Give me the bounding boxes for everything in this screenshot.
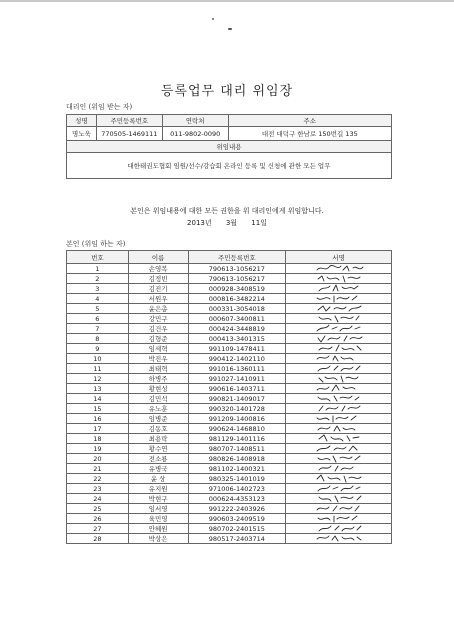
row-signature xyxy=(286,444,392,454)
table-row xyxy=(67,284,392,294)
row-id-number: 790613-1056217 xyxy=(188,274,286,284)
row-number: 22 xyxy=(67,474,129,484)
agent-address: 대전 대덕구 한남로 150번길 135 xyxy=(228,127,391,141)
row-id-number: 980517-2403714 xyxy=(188,534,286,544)
handwritten-signature xyxy=(308,394,370,403)
handwritten-signature xyxy=(308,374,370,383)
scan-edge xyxy=(0,0,454,2)
handwritten-signature xyxy=(308,354,370,363)
agent-id: 770505-1469111 xyxy=(96,127,162,141)
delegation-statement: 본인은 위임내용에 대한 모든 권한을 위 대리인에게 위임합니다. xyxy=(130,207,324,215)
row-number: 21 xyxy=(67,464,129,474)
row-signature xyxy=(286,424,392,434)
row-number: 13 xyxy=(67,384,129,394)
row-number: 5 xyxy=(67,304,129,314)
row-name: 최용락 xyxy=(128,434,188,444)
row-number: 11 xyxy=(67,364,129,374)
row-id-number: 991027-1410911 xyxy=(188,374,286,384)
handwritten-signature xyxy=(308,404,370,413)
header-address: 주소 xyxy=(228,115,391,127)
handwritten-signature xyxy=(308,274,370,283)
handwritten-signature xyxy=(308,314,370,323)
row-number: 15 xyxy=(67,404,129,414)
row-id-number: 991016-1360111 xyxy=(188,364,286,374)
row-signature xyxy=(286,524,392,534)
row-signature xyxy=(286,484,392,494)
row-name: 안혜원 xyxy=(128,524,188,534)
row-number: 9 xyxy=(67,344,129,354)
row-name: 유병국 xyxy=(128,464,188,474)
handwritten-signature xyxy=(308,324,370,333)
row-name: 유노훈 xyxy=(128,404,188,414)
handwritten-signature xyxy=(308,514,370,523)
scan-speck xyxy=(228,28,232,30)
handwritten-signature xyxy=(308,424,370,433)
table-row xyxy=(67,364,392,374)
table-row xyxy=(67,354,392,364)
row-name: 손영복 xyxy=(128,264,188,274)
table-row xyxy=(67,404,392,414)
row-name: 임서영 xyxy=(128,504,188,514)
row-number: 4 xyxy=(67,294,129,304)
row-number: 16 xyxy=(67,414,129,424)
table-row xyxy=(67,454,392,464)
row-id-number: 981102-1400321 xyxy=(188,464,286,474)
row-number: 24 xyxy=(67,494,129,504)
handwritten-signature xyxy=(308,264,370,273)
table-row xyxy=(67,464,392,474)
row-id-number: 000624-4353123 xyxy=(188,494,286,504)
document-title: 등록업무 대리 위임장 xyxy=(160,84,294,99)
row-id-number: 990616-1403711 xyxy=(188,384,286,394)
delegator-table xyxy=(66,250,392,544)
table-row xyxy=(67,324,392,334)
row-signature xyxy=(286,284,392,294)
row-id-number: 990320-1401728 xyxy=(188,404,286,414)
row-name: 김동호 xyxy=(128,424,188,434)
table-row xyxy=(67,304,392,314)
table-row xyxy=(67,534,392,544)
delegator-section-label: 본인 (위임 하는 자) xyxy=(66,240,126,248)
row-signature xyxy=(286,504,392,514)
row-number: 27 xyxy=(67,524,129,534)
table-row xyxy=(67,484,392,494)
row-name: 유지원 xyxy=(128,484,188,494)
date-day: 11일 xyxy=(251,219,267,227)
row-name: 전소룡 xyxy=(128,454,188,464)
row-id-number: 990603-2409519 xyxy=(188,514,286,524)
row-id-number: 980702-2401515 xyxy=(188,524,286,534)
table-row xyxy=(67,334,392,344)
row-id-number: 000331-3054018 xyxy=(188,304,286,314)
handwritten-signature xyxy=(308,534,370,543)
delegator-table-header xyxy=(67,251,392,264)
handwritten-signature xyxy=(308,464,370,473)
row-number: 18 xyxy=(67,434,129,444)
table-row xyxy=(67,444,392,454)
row-signature xyxy=(286,344,392,354)
row-name: 김진기 xyxy=(128,284,188,294)
row-id-number: 971006-1402723 xyxy=(188,484,286,494)
agent-name: 명노욱 xyxy=(67,127,97,141)
date-month: 3월 xyxy=(225,219,238,227)
row-number: 20 xyxy=(67,454,129,464)
delegator-table-body xyxy=(67,264,392,544)
row-number: 8 xyxy=(67,334,129,344)
row-id-number: 991109-1478411 xyxy=(188,344,286,354)
handwritten-signature xyxy=(308,364,370,373)
table-row xyxy=(67,294,392,304)
row-signature xyxy=(286,304,392,314)
row-id-number: 990412-1402110 xyxy=(188,354,286,364)
row-number: 10 xyxy=(67,354,129,364)
row-name: 박진우 xyxy=(128,354,188,364)
agent-table-header xyxy=(67,115,392,127)
row-name: 임세혁 xyxy=(128,344,188,354)
row-id-number: 000413-3401315 xyxy=(188,334,286,344)
row-name: 강민구 xyxy=(128,314,188,324)
row-signature xyxy=(286,354,392,364)
row-signature xyxy=(286,334,392,344)
row-signature xyxy=(286,384,392,394)
table-row xyxy=(67,374,392,384)
date-year: 2013년 xyxy=(187,219,212,227)
row-id-number: 991209-1400816 xyxy=(188,414,286,424)
handwritten-signature xyxy=(308,284,370,293)
row-number: 14 xyxy=(67,394,129,404)
table-row xyxy=(67,414,392,424)
row-signature xyxy=(286,454,392,464)
header-id: 주민등록번호 xyxy=(96,115,162,127)
row-number: 23 xyxy=(67,484,129,494)
row-signature xyxy=(286,264,392,274)
row-signature xyxy=(286,534,392,544)
handwritten-signature xyxy=(308,484,370,493)
row-signature xyxy=(286,324,392,334)
handwritten-signature xyxy=(308,384,370,393)
row-id-number: 000816-3482214 xyxy=(188,294,286,304)
date-line xyxy=(0,218,454,228)
table-row xyxy=(67,504,392,514)
handwritten-signature xyxy=(308,474,370,483)
table-row xyxy=(67,394,392,404)
row-signature xyxy=(286,494,392,504)
row-name: 서원우 xyxy=(128,294,188,304)
row-name: 하병주 xyxy=(128,374,188,384)
scope-body-row xyxy=(67,153,392,179)
row-id-number: 980325-1401019 xyxy=(188,474,286,484)
row-number: 26 xyxy=(67,514,129,524)
row-name: 박현구 xyxy=(128,494,188,504)
handwritten-signature xyxy=(308,434,370,443)
row-number: 12 xyxy=(67,374,129,384)
table-row xyxy=(67,384,392,394)
table-row xyxy=(67,494,392,504)
row-id-number: 000928-3408519 xyxy=(188,284,286,294)
row-number: 25 xyxy=(67,504,129,514)
row-name: 육민영 xyxy=(128,514,188,524)
handwritten-signature xyxy=(308,444,370,453)
row-signature xyxy=(286,464,392,474)
scan-speck xyxy=(212,18,214,20)
row-id-number: 981129-1401116 xyxy=(188,434,286,444)
scope-header: 위임내용 xyxy=(67,141,392,153)
row-name: 김민석 xyxy=(128,394,188,404)
row-name: 최태혁 xyxy=(128,364,188,374)
row-id-number: 990624-1468810 xyxy=(188,424,286,434)
handwritten-signature xyxy=(308,304,370,313)
row-name: 김건우 xyxy=(128,324,188,334)
row-signature xyxy=(286,274,392,284)
handwritten-signature xyxy=(308,414,370,423)
handwritten-signature xyxy=(308,294,370,303)
row-signature xyxy=(286,514,392,524)
row-name: 김정빈 xyxy=(128,274,188,284)
row-number: 2 xyxy=(67,274,129,284)
table-row xyxy=(67,274,392,284)
row-name: 황현성 xyxy=(128,384,188,394)
row-id-number: 790613-1056217 xyxy=(188,264,286,274)
row-number: 19 xyxy=(67,444,129,454)
row-id-number: 990821-1409017 xyxy=(188,394,286,404)
row-id-number: 980826-1408918 xyxy=(188,454,286,464)
row-id-number: 991222-2403926 xyxy=(188,504,286,514)
handwritten-signature xyxy=(308,334,370,343)
agent-section-label: 대리인 (위임 받는 자) xyxy=(66,103,133,111)
row-number: 6 xyxy=(67,314,129,324)
agent-row xyxy=(67,127,392,141)
row-signature xyxy=(286,434,392,444)
agent-contact: 011-9802-0090 xyxy=(162,127,228,141)
row-name: 김형준 xyxy=(128,334,188,344)
row-name: 박상은 xyxy=(128,534,188,544)
row-name: 윤은총 xyxy=(128,304,188,314)
header-name: 성명 xyxy=(67,115,97,127)
row-signature xyxy=(286,314,392,324)
table-row xyxy=(67,314,392,324)
row-name: 윤 상 xyxy=(128,474,188,484)
header-contact: 연락처 xyxy=(162,115,228,127)
row-signature xyxy=(286,404,392,414)
row-number: 3 xyxy=(67,284,129,294)
table-row xyxy=(67,514,392,524)
table-row xyxy=(67,524,392,534)
row-signature xyxy=(286,364,392,374)
row-signature xyxy=(286,394,392,404)
scope-header-row xyxy=(67,141,392,153)
row-name: 임병준 xyxy=(128,414,188,424)
handwritten-signature xyxy=(308,504,370,513)
row-signature xyxy=(286,414,392,424)
row-signature xyxy=(286,474,392,484)
table-row xyxy=(67,434,392,444)
row-number: 28 xyxy=(67,534,129,544)
row-number: 1 xyxy=(67,264,129,274)
header-number: 번호 xyxy=(67,251,129,264)
row-id-number: 980707-1408511 xyxy=(188,444,286,454)
table-row xyxy=(67,424,392,434)
header-person-id: 주민등록번호 xyxy=(188,251,286,264)
row-id-number: 000607-3400811 xyxy=(188,314,286,324)
row-id-number: 000424-3448819 xyxy=(188,324,286,334)
row-number: 17 xyxy=(67,424,129,434)
table-row xyxy=(67,344,392,354)
row-number: 7 xyxy=(67,324,129,334)
row-name: 황수연 xyxy=(128,444,188,454)
handwritten-signature xyxy=(308,454,370,463)
handwritten-signature xyxy=(308,524,370,533)
handwritten-signature xyxy=(308,494,370,503)
header-signature: 서명 xyxy=(286,251,392,264)
agent-table xyxy=(66,114,392,179)
table-row xyxy=(67,264,392,274)
row-signature xyxy=(286,374,392,384)
row-signature xyxy=(286,294,392,304)
handwritten-signature xyxy=(308,344,370,353)
header-person-name: 이름 xyxy=(128,251,188,264)
scope-text: 대한태권도협회 임원/선수/강습회 온라인 등록 및 신청에 관한 모든 업무 xyxy=(67,153,392,179)
table-row xyxy=(67,474,392,484)
